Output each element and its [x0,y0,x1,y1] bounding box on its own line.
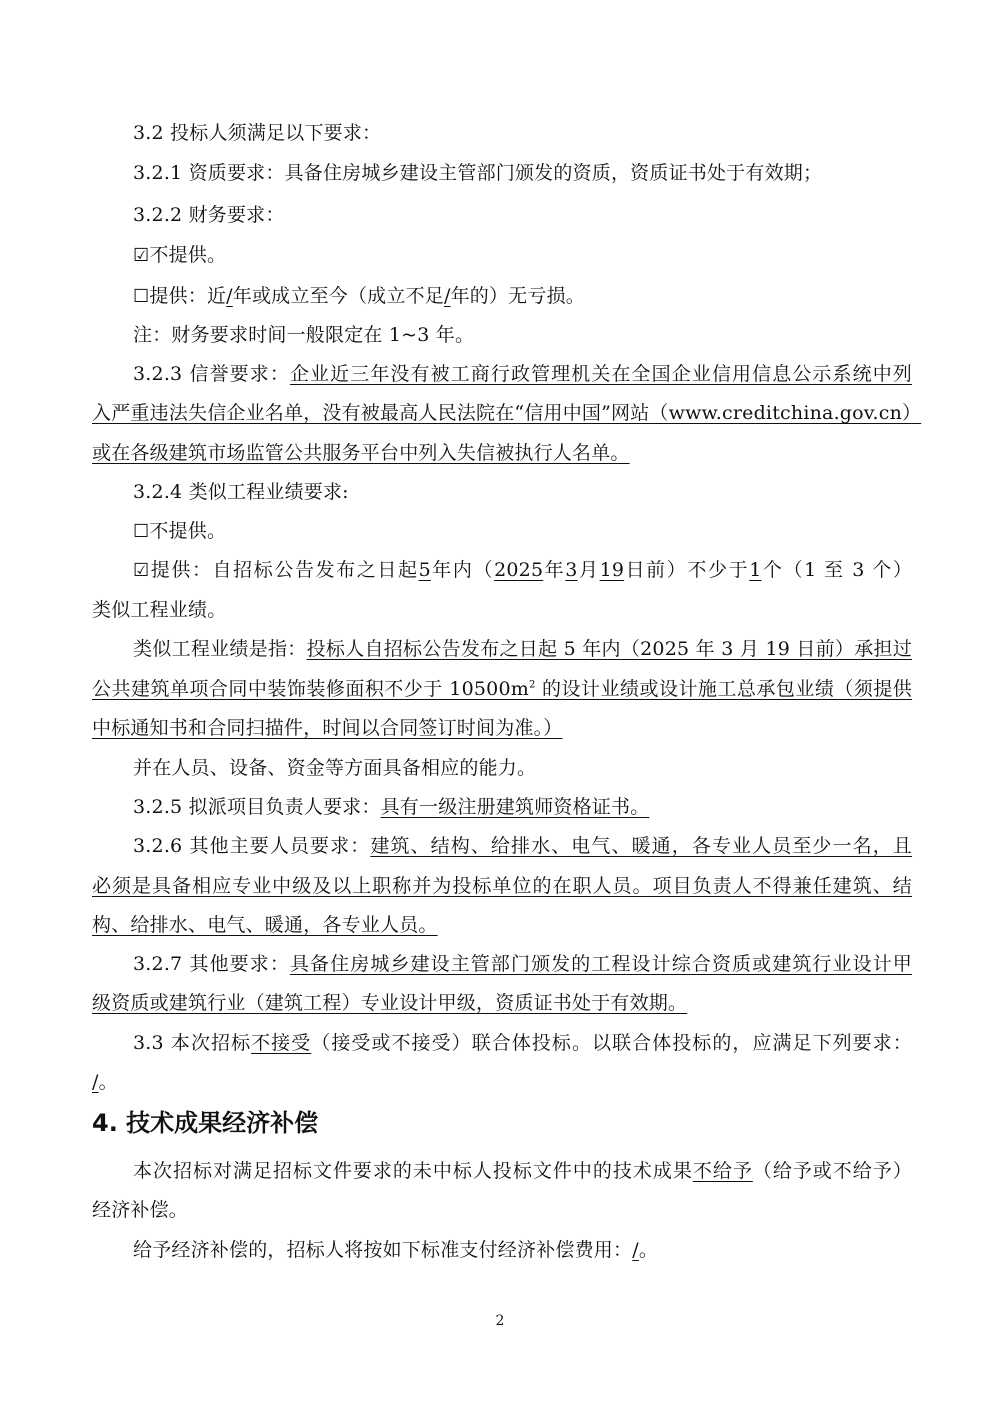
underlined-text: 入严重违法失信企业名单，没有被最高人民法院在“信用中国”网站（www.creditchina.gov.cn） [92,402,922,424]
financial-note [133,322,912,348]
consortium-statement-end [92,1069,912,1095]
underlined-text [92,678,912,700]
financial-requirement-heading [133,202,912,228]
text: 公共建筑单项合同中装饰装修面积不少于 10500m [92,678,529,700]
unchecked-box-icon: ☐ [133,521,150,542]
similar-option-required-cont [92,597,912,623]
section-4-heading: 4. 技术成果经济补偿 [92,1109,319,1137]
text: 给予经济补偿的，招标人将按如下标准支付经济补偿费用： [133,1239,633,1261]
consortium-statement [133,1030,912,1056]
text: 3.2.6 其他主要人员要求： [133,835,371,857]
underlined-text: 必须是具备相应专业中级及以上职称并为投标单位的在职人员。项目负责人不得兼任建筑、结 [92,875,912,897]
page-number: 2 [495,1313,505,1329]
blank-value: 5 [418,559,431,581]
text: 。 [638,1239,659,1261]
blank-value: 2025 [494,559,544,581]
blank-value: 19 [599,559,625,581]
text: 3.2.2 财务要求： [133,204,285,226]
text: 年 [543,559,566,581]
text: 。 [98,1071,118,1093]
capability-statement [133,755,912,781]
text: 3.2.4 类似工程业绩要求: [133,481,349,503]
other-personnel-end [92,912,912,938]
text: 日前）不少于 [624,559,750,581]
credit-requirement [133,361,912,387]
compensation-statement-end [92,1197,912,1223]
credit-requirement-end [92,440,912,466]
text: 年内（ [430,559,495,581]
text: 的设计业绩或设计施工总承包业绩（须提供 [535,678,913,700]
checked-box-icon: ☑ [133,560,150,581]
text: 注：财务要求时间一般限定在 1~3 年。 [133,324,475,346]
underlined-text: 不接受 [251,1032,312,1054]
text: （给予或不给予） [752,1160,912,1182]
other-requirement-end [92,990,912,1016]
text: 类似工程业绩。 [92,599,227,621]
text: 3.3 本次招标 [133,1032,252,1054]
text: 月 [577,559,600,581]
text: 年的）无亏损。 [450,285,585,307]
text: 提供：近 [149,285,227,307]
superscript: 2 [528,679,536,691]
financial-option-required [133,283,912,310]
blank-value: / [226,285,233,307]
text: 3.2 投标人须满足以下要求： [133,122,382,144]
similar-projects-heading [133,479,912,505]
text: 本次招标对满足招标文件要求的未中标人投标文件中的技术成果 [133,1160,693,1182]
compensation-statement [133,1158,912,1184]
other-personnel-requirement [133,833,912,859]
text: 不提供。 [149,244,227,266]
similar-definition-cont [92,676,912,702]
blank-value: 3 [565,559,578,581]
similar-definition [133,636,912,662]
underlined-text: 企业近三年没有被工商行政管理机关在全国企业信用信息公示系统中列 [289,363,912,385]
text: 并在人员、设备、资金等方面具备相应的能力。 [133,757,537,779]
underlined-text: 不给予 [692,1160,753,1182]
text: 类似工程业绩是指： [133,638,307,660]
underlined-text: 构、给排水、电气、暖通，各专业人员。 [92,914,438,936]
other-personnel-cont [92,873,912,899]
qualification-requirement [133,160,912,186]
blank-value: / [632,1239,639,1261]
text: 提供：自招标公告发布之日起 [149,559,419,581]
text: 不提供。 [149,520,227,542]
blank-value: 1 [749,559,762,581]
underlined-text: 投标人自招标公告发布之日起 5 年内（2025 年 3 月 19 日前）承担过 [306,638,912,660]
text: 经济补偿。 [92,1199,189,1221]
unchecked-box-icon: ☐ [133,286,150,307]
underlined-text: 级资质或建筑行业（建筑工程）专业设计甲级，资质证书处于有效期。 [92,992,688,1014]
text: 年或成立至今（成立不足 [232,285,444,307]
text: 3.2.1 资质要求：具备住房城乡建设主管部门颁发的资质，资质证书处于有效期； [133,162,823,184]
text: 3.2.7 其他要求： [133,953,290,975]
section-3-2-heading [133,120,912,146]
text: 个（1 至 3 个） [761,559,913,581]
financial-option-not-required [133,242,912,269]
checked-box-icon: ☑ [133,245,150,266]
similar-option-required [133,557,912,584]
underlined-text: 具有一级注册建筑师资格证书。 [380,796,650,818]
project-leader-requirement [133,794,912,820]
blank-value: / [92,1071,99,1093]
other-requirement [133,951,912,977]
text: （接受或不接受）联合体投标。以联合体投标的，应满足下列要求： [311,1032,912,1054]
similar-definition-end [92,715,912,741]
underlined-text: 中标通知书和合同扫描件，时间以合同签订时间为准。） [92,717,563,739]
credit-requirement-cont [92,400,922,426]
underlined-text: 具备住房城乡建设主管部门颁发的工程设计综合资质或建筑行业设计甲 [289,953,912,975]
text: 3.2.3 信誉要求： [133,363,290,385]
similar-option-not-required [133,518,912,545]
underlined-text: 或在各级建筑市场监管公共服务平台中列入失信被执行人名单。 [92,442,630,464]
blank-value: / [443,285,451,307]
underlined-text: 建筑、结构、给排水、电气、暖通，各专业人员至少一名，且 [370,835,913,857]
text: 3.2.5 拟派项目负责人要求： [133,796,381,818]
compensation-standard [133,1237,912,1263]
